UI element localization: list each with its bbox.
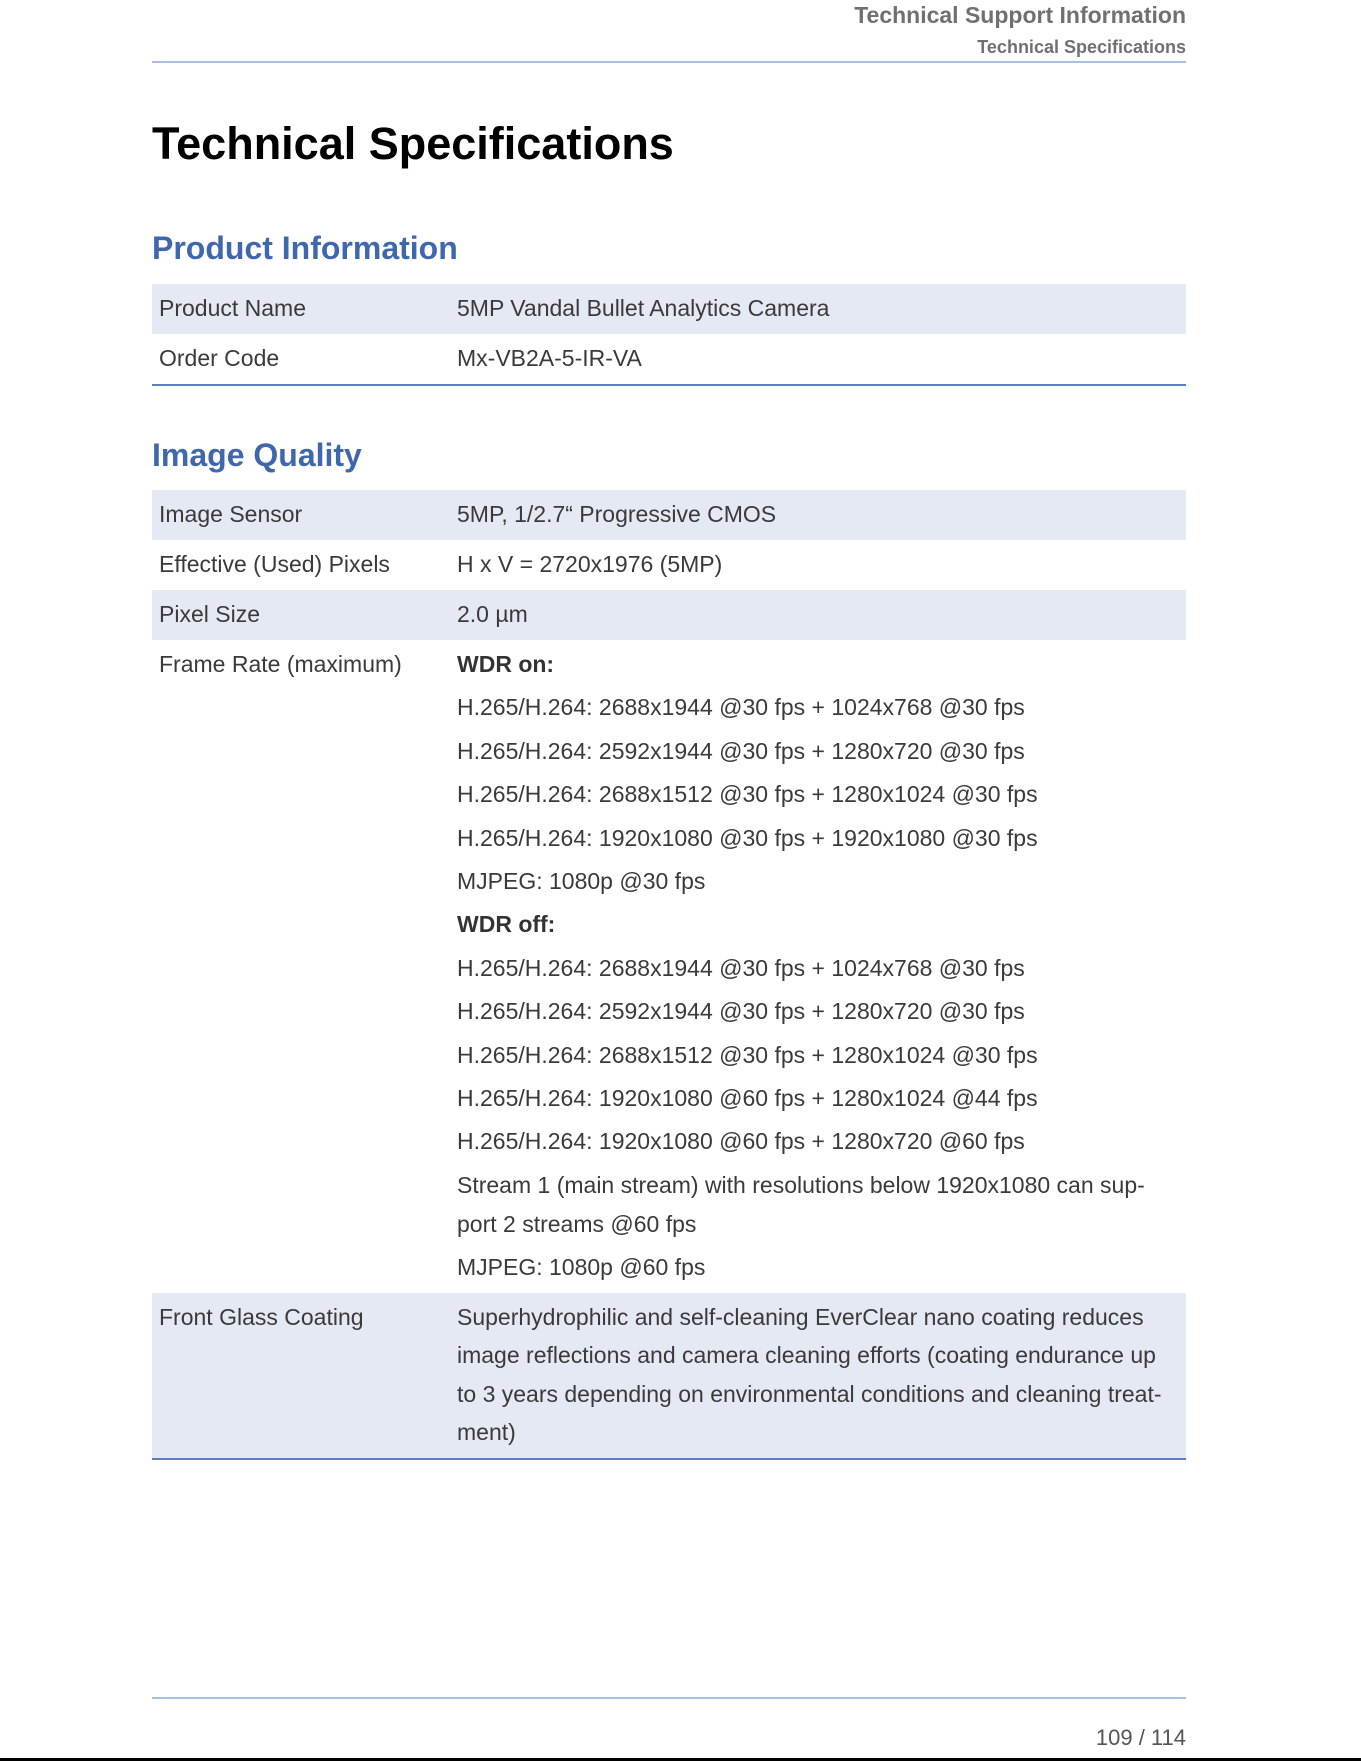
- wdr-off-title: WDR off:: [457, 911, 556, 938]
- wdr-off-mode: H.265/H.264: 1920x1080 @60 fps + 1280x720 @60 fps: [457, 1128, 1025, 1155]
- table-row-frame-rate: [152, 640, 1186, 1293]
- header-title: Technical Support Information: [854, 2, 1186, 28]
- frame-rate-value: [452, 640, 1186, 1293]
- page-number: 109 / 114: [1095, 1725, 1186, 1750]
- section-heading-image-quality: Image Quality: [152, 437, 362, 473]
- table-row: [152, 1293, 1186, 1459]
- wdr-on-mode: H.265/H.264: 2688x1512 @30 fps + 1280x1024 @30 fps: [457, 781, 1038, 808]
- row-value: 2.0 µm: [452, 590, 1186, 640]
- table-row: [152, 590, 1186, 640]
- row-label: Image Sensor: [152, 490, 452, 540]
- wdr-on-mode: MJPEG: 1080p @30 fps: [457, 867, 706, 894]
- stream-note: Stream 1 (main stream) with resolutions below 1920x1080 can sup-port 2 streams @60 fps: [457, 1171, 1145, 1237]
- wdr-on-mode: H.265/H.264: 1920x1080 @30 fps + 1920x1080 @30 fps: [457, 824, 1038, 851]
- front-glass-coating-text: Superhydrophilic and self-cleaning EverClear nano coating reduces image reflections and camera cleaning efforts (coating endurance up to 3 years depending on environmental conditions and cleaning treat-ment): [457, 1303, 1162, 1446]
- footer-rule: [152, 1697, 1186, 1699]
- row-label: Front Glass Coating: [152, 1293, 452, 1459]
- product-information-table: [152, 284, 1186, 386]
- wdr-on-title: WDR on:: [457, 651, 555, 677]
- row-label: Product Name: [152, 284, 452, 334]
- row-label: Effective (Used) Pixels: [159, 551, 390, 577]
- row-value: 5MP, 1/2.7“ Progressive CMOS: [452, 490, 1186, 540]
- section-heading-product-information: Product Information: [152, 230, 458, 266]
- mjpeg-wdr-off: MJPEG: 1080p @60 fps: [457, 1253, 706, 1280]
- wdr-off-mode: H.265/H.264: 1920x1080 @60 fps + 1280x1024 @44 fps: [457, 1084, 1038, 1111]
- row-value: 5MP Vandal Bullet Analytics Camera: [452, 284, 1186, 334]
- wdr-off-mode: H.265/H.264: 2688x1512 @30 fps + 1280x1024 @30 fps: [457, 1041, 1038, 1068]
- wdr-on-mode: H.265/H.264: 2688x1944 @30 fps + 1024x768 @30 fps: [457, 694, 1025, 721]
- row-value: H x V = 2720x1976 (5MP): [457, 551, 723, 577]
- table-row: [152, 490, 1186, 540]
- wdr-off-mode: H.265/H.264: 2592x1944 @30 fps + 1280x720 @30 fps: [457, 998, 1025, 1025]
- table-row: [152, 284, 1186, 334]
- header-subtitle: Technical Specifications: [977, 37, 1186, 57]
- row-value: Mx-VB2A-5-IR-VA: [457, 345, 642, 371]
- row-label: Order Code: [159, 345, 280, 371]
- row-value: [452, 1293, 1186, 1459]
- image-quality-table: [152, 490, 1186, 1460]
- wdr-on-mode: H.265/H.264: 2592x1944 @30 fps + 1280x720 @30 fps: [457, 737, 1025, 764]
- row-label: Pixel Size: [152, 590, 452, 640]
- table-row: [152, 334, 1186, 385]
- row-label: Frame Rate (maximum): [159, 651, 402, 677]
- running-header: [152, 0, 1186, 63]
- page-title: Technical Specifications: [152, 118, 674, 169]
- wdr-off-mode: H.265/H.264: 2688x1944 @30 fps + 1024x768 @30 fps: [457, 954, 1025, 981]
- table-row: [152, 540, 1186, 590]
